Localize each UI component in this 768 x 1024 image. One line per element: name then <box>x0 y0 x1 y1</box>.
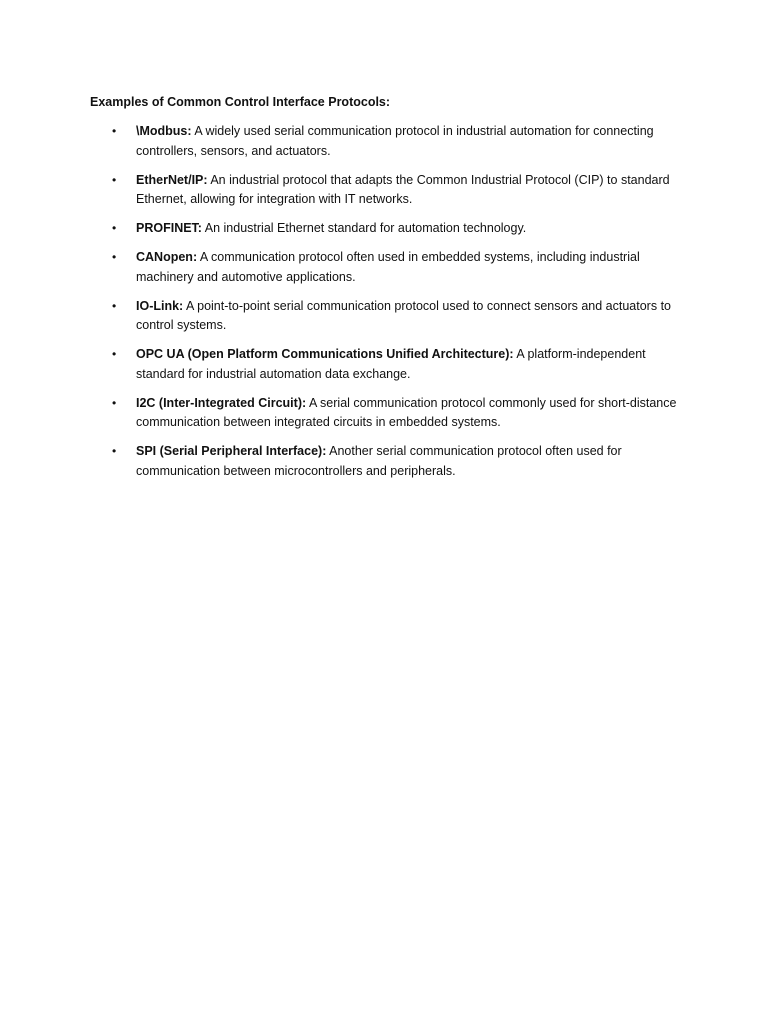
protocol-description: An industrial protocol that adapts the Common Industrial Protocol (CIP) to standard Ethernet, allowing for integration with IT networks. <box>136 172 670 206</box>
bullet-icon: • <box>112 347 117 361</box>
protocol-description: A communication protocol often used in embedded systems, including industrial machinery and automotive applications. <box>136 250 640 284</box>
list-item-modbus <box>90 122 680 161</box>
list-item-spi <box>90 442 680 481</box>
bullet-icon: • <box>112 298 117 313</box>
protocol-description: A serial communication protocol commonly used for short-distance communication between integrated circuits in embedded systems. <box>136 395 677 429</box>
protocol-description: A widely used serial communication protocol in industrial automation for connecting controllers, sensors, and actuators. <box>136 124 654 158</box>
protocol-description: A platform-independent standard for industrial automation data exchange. <box>136 347 646 381</box>
list-item-ethernet-ip <box>90 171 680 210</box>
protocol-term: \Modbus: <box>136 124 192 138</box>
list-item-canopen <box>90 248 680 287</box>
bullet-icon: • <box>112 250 117 264</box>
protocol-term: I2C (Inter-Integrated Circuit): <box>136 395 307 410</box>
bullet-icon: • <box>112 444 117 458</box>
protocol-term: CANopen: <box>136 250 198 264</box>
protocol-list <box>90 122 680 481</box>
list-item-opc-ua <box>90 345 680 384</box>
protocol-term: OPC UA (Open Platform Communications Unified Architecture): <box>136 347 514 361</box>
protocol-term: IO-Link: <box>136 298 184 313</box>
bullet-icon: • <box>112 172 117 187</box>
bullet-icon: • <box>112 124 117 138</box>
protocol-term: EtherNet/IP: <box>136 172 208 187</box>
list-item-i2c <box>90 394 680 433</box>
bullet-icon: • <box>112 221 117 235</box>
protocol-description: A point-to-point serial communication protocol used to connect sensors and actuators to control systems. <box>136 298 671 332</box>
protocol-description: Another serial communication protocol often used for communication between microcontrollers and peripherals. <box>136 444 622 478</box>
protocol-term: PROFINET: <box>136 221 202 235</box>
protocol-description: An industrial Ethernet standard for automation technology. <box>201 221 527 235</box>
document-content <box>90 94 680 491</box>
section-heading: Examples of Common Control Interface Protocols: <box>90 95 391 109</box>
list-item-profinet <box>90 219 680 239</box>
bullet-icon: • <box>112 395 117 410</box>
protocol-term: SPI (Serial Peripheral Interface): <box>136 444 327 458</box>
list-item-io-link <box>90 297 680 336</box>
